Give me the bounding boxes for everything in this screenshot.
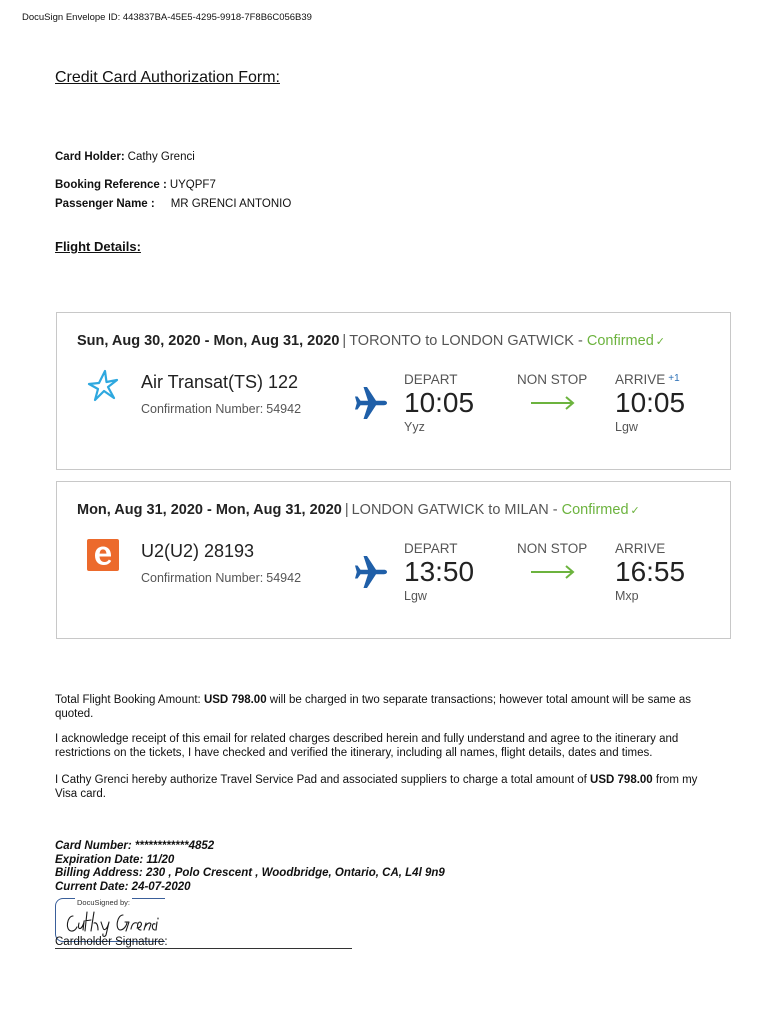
payment-details (55, 840, 445, 894)
acknowledgement-paragraph: I acknowledge receipt of this email for related charges described herein and fully understand and agree to the itinerary and restrictions on the tickets, I have checked and verified the itinerary, including all names, flight details, dates and times. (55, 733, 679, 759)
authorization-text: I Cathy Grenci hereby authorize Travel Service Pad and associated suppliers to charge a total amount of (55, 774, 591, 786)
confirmation-number: 54942 (266, 571, 302, 585)
arrive-time: 16:55 (615, 556, 686, 587)
booking-reference-value: UYQPF7 (169, 179, 216, 191)
total-amount-paragraph (55, 694, 715, 721)
arrow-right-icon (530, 564, 576, 580)
arrow-right-icon (530, 395, 576, 411)
flight-header (77, 502, 640, 518)
arrive-time: 10:05 (615, 387, 686, 418)
depart-column (404, 541, 474, 603)
docusign-caption: DocuSigned by: (77, 898, 130, 907)
star-icon (86, 369, 120, 403)
flight-header (77, 333, 665, 349)
easyjet-e-icon (86, 538, 120, 572)
card-number: Card Number: ************4852 (55, 840, 215, 852)
day-offset: +1 (668, 373, 680, 384)
card-holder-field (55, 151, 195, 163)
authorization-paragraph (55, 774, 715, 801)
authorization-text-rest: from my Visa card. (55, 774, 698, 800)
header-separator: | (344, 502, 349, 518)
billing-address: Billing Address: 230 , Polo Crescent , Woodbridge, Ontario, CA, L4l 9n9 (55, 867, 445, 880)
arrive-column (615, 541, 685, 603)
handwritten-signature (63, 908, 159, 938)
airplane-icon (353, 385, 389, 421)
expiration-date: Expiration Date: 11/20 (55, 853, 175, 866)
flight-route: TORONTO to LONDON GATWICK - (349, 333, 583, 349)
passenger-name-value: MR GRENCI ANTONIO (170, 198, 292, 210)
flight-dates: Sun, Aug 30, 2020 - Mon, Aug 31, 2020 (77, 333, 340, 349)
signature-line (55, 948, 352, 949)
confirmation-label: Confirmation Number: (141, 571, 264, 585)
flight-status: Confirmed (586, 333, 654, 349)
total-amount-value: USD 798.00 (203, 694, 267, 706)
check-icon: ✓ (655, 336, 665, 348)
confirmation-number: 54942 (266, 402, 302, 416)
flight-card (56, 312, 731, 470)
depart-airport: Yyz (404, 420, 425, 434)
stops-label: NON STOP (517, 541, 588, 556)
signature-label: Cardholder Signature: (55, 936, 168, 948)
document-title: Credit Card Authorization Form: (55, 69, 280, 86)
header-separator: | (342, 333, 347, 349)
stops-label: NON STOP (517, 372, 588, 387)
depart-time: 13:50 (404, 556, 475, 587)
depart-airport: Lgw (404, 589, 427, 603)
arrive-label: ARRIVE (615, 541, 666, 556)
flight-card (56, 481, 731, 639)
depart-label: DEPART (404, 541, 458, 556)
flight-status: Confirmed (561, 502, 629, 518)
passenger-name-label: Passenger Name : (55, 198, 155, 210)
current-date: Current Date: 24-07-2020 (55, 880, 191, 893)
confirmation-label: Confirmation Number: (141, 402, 264, 416)
passenger-name-field (55, 198, 291, 210)
arrive-label-row (615, 372, 685, 387)
total-amount-text: Total Flight Booking Amount: (55, 694, 204, 706)
depart-label: DEPART (404, 372, 458, 387)
depart-column (404, 372, 474, 434)
flight-route: LONDON GATWICK to MILAN - (351, 502, 558, 518)
booking-reference-label: Booking Reference : (55, 179, 167, 191)
card-holder-value: Cathy Grenci (127, 151, 195, 163)
booking-reference-field (55, 179, 216, 191)
confirmation-line (141, 402, 301, 416)
check-icon: ✓ (630, 505, 640, 517)
confirmation-line (141, 571, 301, 585)
authorization-amount: USD 798.00 (590, 774, 653, 786)
depart-time: 10:05 (404, 387, 475, 418)
flight-dates: Mon, Aug 31, 2020 - Mon, Aug 31, 2020 (77, 502, 342, 518)
airline-name: Air Transat(TS) 122 (141, 372, 299, 392)
airplane-icon (353, 554, 389, 590)
total-amount-text-rest: will be charged in two separate transactions; however total amount will be same as quoted. (55, 694, 692, 720)
arrive-airport: Lgw (615, 420, 638, 434)
flight-details-title: Flight Details: (55, 239, 141, 254)
arrive-label: ARRIVE (615, 372, 666, 387)
envelope-id: DocuSign Envelope ID: 443837BA-45E5-4295-9918-7F8B6C056B39 (22, 12, 312, 23)
arrive-label-row (615, 541, 685, 556)
airline-name: U2(U2) 28193 (141, 541, 255, 561)
arrive-airport: Mxp (615, 589, 639, 603)
arrive-column (615, 372, 685, 434)
card-holder-label: Card Holder: (55, 151, 125, 163)
